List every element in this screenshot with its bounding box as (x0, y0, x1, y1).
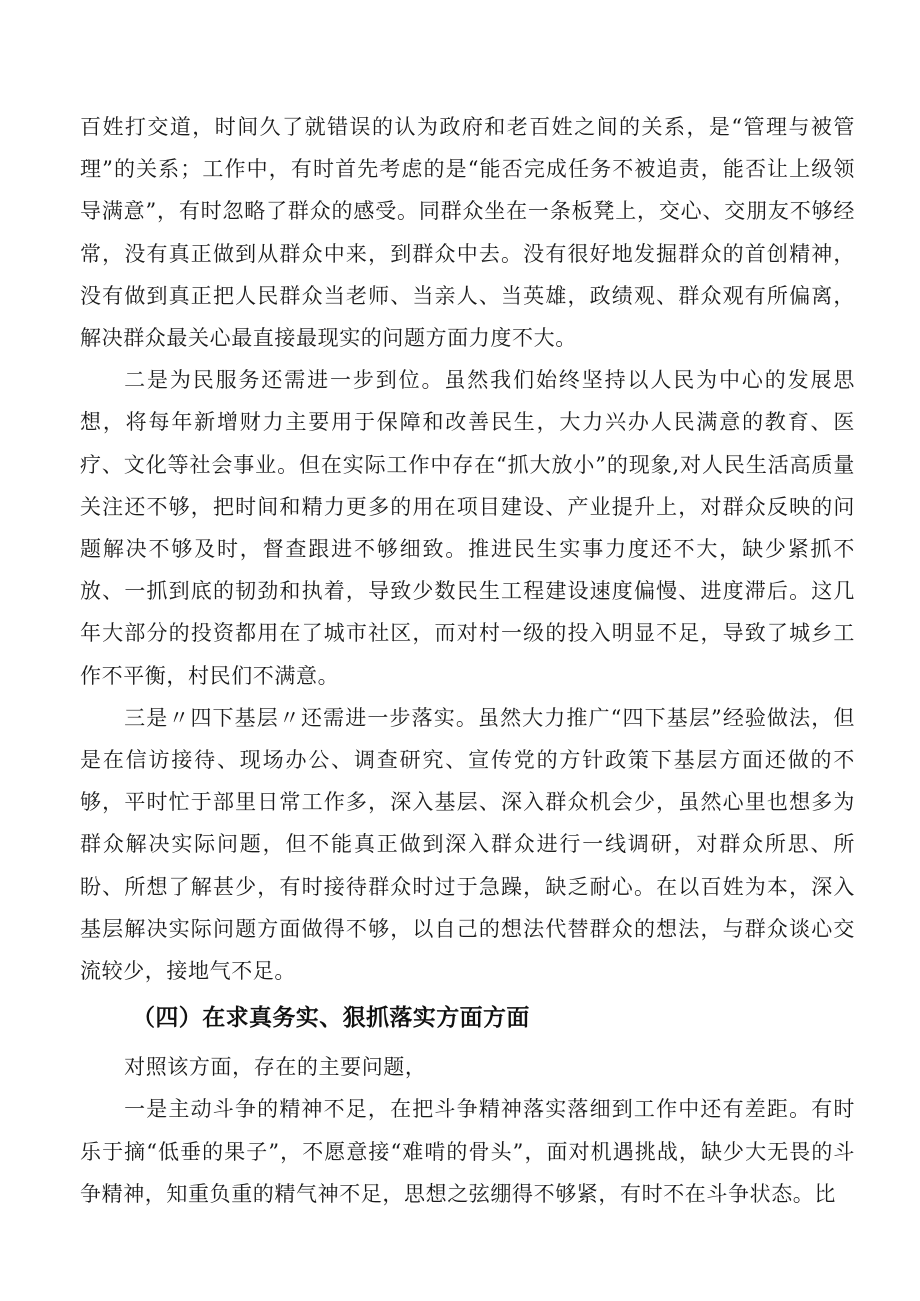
document-body (80, 106, 855, 1215)
section-heading: （四）在求真务实、狠抓落实方面方面 (132, 1005, 530, 1032)
paragraph-service: 二是为民服务还需进一步到位。虽然我们始终坚持以人民为中心的发展思想，将每年新增财力主要用于保障和改善民生，大力兴办人民满意的教育、医疗、文化等社会事业。但在实际工作中存在“抓大放小”的现象,对人民生活高质量关注还不够，把时间和精力更多的用在项目建设、产业提升上，对群众反映的问题解决不够及时，督查跟进不够细致。推进民生实事力度还不大，缺少紧抓不放、一抓到底的韧劲和执着，导致少数民生工程建设速度偏慢、进度滞后。这几年大部分的投资都用在了城市社区，而对村一级的投入明显不足，导致了城乡工作不平衡，村民们不满意。 (80, 368, 855, 688)
paragraph-grassroots: 三是〃四下基层〃还需进一步落实。虽然大力推广“四下基层”经验做法，但是在信访接待、现场办公、调查研究、宣传党的方针政策下基层方面还做的不够，平时忙于部里日常工作多，深入基层、深入群众机会少，虽然心里也想多为群众解决实际问题，但不能真正做到深入群众进行一线调研，对群众所思、所盼、所想了解甚少，有时接待群众时过于急躁，缺乏耐心。在以百姓为本，深入基层解决实际问题方面做得不够，以自己的想法代替群众的想法，与群众谈心交流较少，接地气不足。 (80, 705, 855, 984)
paragraph-continued: 百姓打交道，时间久了就错误的认为政府和老百姓之间的关系，是“管理与被管理”的关系；工作中，有时首先考虑的是“能否完成任务不被追责，能否让上级领导满意”，有时忽略了群众的感受。同群众坐在一条板凳上，交心、交朋友不够经常，没有真正做到从群众中来，到群众中去。没有很好地发掘群众的首创精神，没有做到真正把人民群众当老师、当亲人、当英雄，政绩观、群众观有所偏离，解决群众最关心最直接最现实的问题方面力度不大。 (80, 115, 855, 351)
paragraph-intro: 对照该方面，存在的主要问题， (124, 1055, 427, 1080)
paragraph-struggle: 一是主动斗争的精神不足，在把斗争精神落实落细到工作中还有差距。有时乐于摘“低垂的果子”，不愿意接“难啃的骨头”，面对机遇挑战，缺少大无畏的斗争精神，知重负重的精气神不足，思想之弦绷得不够紧，有时不在斗争状态。比 (80, 1097, 855, 1206)
